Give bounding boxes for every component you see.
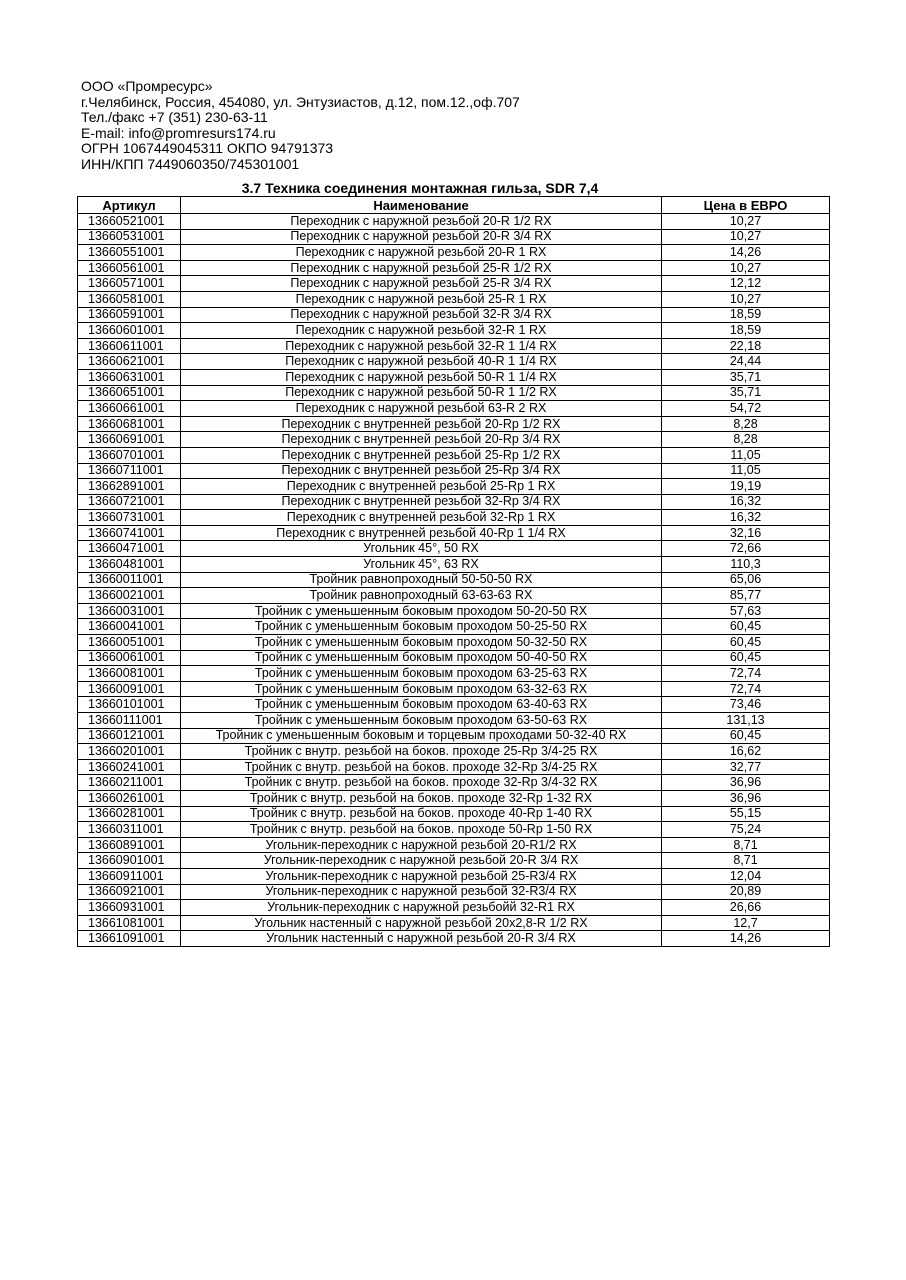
cell-article: 13660021001: [78, 588, 181, 604]
cell-price: 14,26: [662, 931, 830, 947]
table-row: [78, 697, 830, 713]
table-row: [78, 432, 830, 448]
cell-article: 13660731001: [78, 510, 181, 526]
cell-price: 110,3: [662, 557, 830, 573]
cell-name: Переходник с внутренней резьбой 40-Rp 1 1/4 RX: [181, 525, 662, 541]
cell-name: Переходник с наружной резьбой 25-R 1/2 RX: [181, 260, 662, 276]
cell-price: 35,71: [662, 385, 830, 401]
table-header-row: [78, 197, 830, 214]
cell-price: 60,45: [662, 635, 830, 651]
cell-name: Переходник с наружной резьбой 40-R 1 1/4 RX: [181, 354, 662, 370]
cell-article: 13660561001: [78, 260, 181, 276]
cell-price: 72,74: [662, 666, 830, 682]
cell-name: Тройник с уменьшенным боковым проходом 50-32-50 RX: [181, 635, 662, 651]
cell-article: 13660551001: [78, 245, 181, 261]
cell-article: 13660311001: [78, 822, 181, 838]
cell-price: 26,66: [662, 900, 830, 916]
cell-name: Угольник настенный с наружной резьбой 20х2,8-R 1/2 RX: [181, 915, 662, 931]
cell-article: 13660051001: [78, 635, 181, 651]
table-row: [78, 728, 830, 744]
cell-article: 13660911001: [78, 868, 181, 884]
company-ogrn: ОГРН 1067449045311 ОКПО 94791373: [81, 140, 334, 157]
table-row: [78, 276, 830, 292]
table-row: [78, 666, 830, 682]
cell-price: 65,06: [662, 572, 830, 588]
cell-price: 12,7: [662, 915, 830, 931]
cell-name: Угольник-переходник с наружной резьбой 32-R3/4 RX: [181, 884, 662, 900]
cell-price: 8,28: [662, 432, 830, 448]
cell-name: Тройник с уменьшенным боковым проходом 50-20-50 RX: [181, 603, 662, 619]
cell-article: 13660651001: [78, 385, 181, 401]
cell-name: Тройник с внутр. резьбой на боков. проходе 50-Rp 1-50 RX: [181, 822, 662, 838]
cell-article: 13660531001: [78, 229, 181, 245]
cell-price: 32,77: [662, 759, 830, 775]
cell-name: Угольник 45°, 63 RX: [181, 557, 662, 573]
cell-price: 57,63: [662, 603, 830, 619]
table-row: [78, 790, 830, 806]
cell-price: 60,45: [662, 650, 830, 666]
cell-price: 36,96: [662, 775, 830, 791]
cell-price: 12,04: [662, 868, 830, 884]
cell-price: 19,19: [662, 479, 830, 495]
table-row: [78, 245, 830, 261]
cell-price: 85,77: [662, 588, 830, 604]
table-row: [78, 510, 830, 526]
table-body: [78, 214, 830, 947]
cell-price: 32,16: [662, 525, 830, 541]
table-row: [78, 479, 830, 495]
cell-price: 12,12: [662, 276, 830, 292]
cell-name: Переходник с внутренней резьбой 20-Rp 3/4 RX: [181, 432, 662, 448]
table-row: [78, 260, 830, 276]
table-row: [78, 650, 830, 666]
table-row: [78, 354, 830, 370]
cell-name: Тройник равнопроходный 63-63-63 RX: [181, 588, 662, 604]
table-row: [78, 214, 830, 230]
cell-article: 13660201001: [78, 744, 181, 760]
cell-name: Тройник с уменьшенным боковым проходом 63-40-63 RX: [181, 697, 662, 713]
cell-price: 11,05: [662, 463, 830, 479]
cell-price: 72,66: [662, 541, 830, 557]
cell-article: 13661091001: [78, 931, 181, 947]
cell-price: 8,71: [662, 837, 830, 853]
cell-article: 13660661001: [78, 401, 181, 417]
table-row: [78, 385, 830, 401]
cell-article: 13660041001: [78, 619, 181, 635]
table-row: [78, 463, 830, 479]
table-row: [78, 713, 830, 729]
cell-article: 13660471001: [78, 541, 181, 557]
table-row: [78, 369, 830, 385]
table-title: 3.7 Техника соединения монтажная гильза, SDR 7,4: [241, 180, 599, 196]
cell-article: 13660011001: [78, 572, 181, 588]
cell-price: 16,32: [662, 494, 830, 510]
cell-name: Переходник с внутренней резьбой 32-Rp 1 RX: [181, 510, 662, 526]
cell-article: 13660901001: [78, 853, 181, 869]
table-row: [78, 900, 830, 916]
cell-article: 13660261001: [78, 790, 181, 806]
table-row: [78, 291, 830, 307]
cell-name: Переходник с наружной резьбой 20-R 3/4 RX: [181, 229, 662, 245]
table-row: [78, 447, 830, 463]
cell-name: Переходник с наружной резьбой 50-R 1 1/2 RX: [181, 385, 662, 401]
cell-price: 10,27: [662, 291, 830, 307]
cell-article: 13660931001: [78, 900, 181, 916]
cell-article: 13660241001: [78, 759, 181, 775]
cell-name: Тройник с внутр. резьбой на боков. проходе 32-Rp 1-32 RX: [181, 790, 662, 806]
cell-price: 73,46: [662, 697, 830, 713]
cell-article: 13660081001: [78, 666, 181, 682]
cell-name: Тройник равнопроходный 50-50-50 RX: [181, 572, 662, 588]
cell-name: Переходник с наружной резьбой 50-R 1 1/4 RX: [181, 369, 662, 385]
cell-price: 24,44: [662, 354, 830, 370]
cell-article: 13660681001: [78, 416, 181, 432]
cell-name: Угольник-переходник с наружной резьбойй 32-R1 RX: [181, 900, 662, 916]
cell-name: Тройник с внутр. резьбой на боков. проходе 25-Rp 3/4-25 RX: [181, 744, 662, 760]
table-row: [78, 416, 830, 432]
column-header-name: Наименование: [181, 197, 662, 214]
cell-name: Переходник с внутренней резьбой 20-Rp 1/2 RX: [181, 416, 662, 432]
cell-price: 8,28: [662, 416, 830, 432]
table-row: [78, 557, 830, 573]
company-email: E-mail: info@promresurs174.ru: [81, 124, 276, 141]
cell-article: 13660031001: [78, 603, 181, 619]
table-row: [78, 681, 830, 697]
table-row: [78, 541, 830, 557]
table-row: [78, 572, 830, 588]
cell-price: 72,74: [662, 681, 830, 697]
cell-name: Переходник с внутренней резьбой 25-Rp 1/2 RX: [181, 447, 662, 463]
table-row: [78, 323, 830, 339]
cell-article: 13660631001: [78, 369, 181, 385]
cell-article: 13660581001: [78, 291, 181, 307]
cell-article: 13660741001: [78, 525, 181, 541]
table-row: [78, 915, 830, 931]
company-address: г.Челябинск, Россия, 454080, ул. Энтузиастов, д.12, пом.12.,оф.707: [81, 93, 520, 110]
cell-name: Тройник с внутр. резьбой на боков. проходе 40-Rp 1-40 RX: [181, 806, 662, 822]
cell-price: 16,32: [662, 510, 830, 526]
company-header: [81, 79, 520, 173]
cell-article: 13660571001: [78, 276, 181, 292]
cell-article: 13660591001: [78, 307, 181, 323]
cell-name: Тройник с уменьшенным боковым и торцевым проходами 50-32-40 RX: [181, 728, 662, 744]
cell-name: Переходник с наружной резьбой 32-R 1 1/4 RX: [181, 338, 662, 354]
cell-article: 13660711001: [78, 463, 181, 479]
cell-price: 54,72: [662, 401, 830, 417]
cell-price: 16,62: [662, 744, 830, 760]
cell-article: 13660281001: [78, 806, 181, 822]
cell-article: 13660061001: [78, 650, 181, 666]
cell-price: 10,27: [662, 229, 830, 245]
cell-name: Переходник с наружной резьбой 20-R 1/2 RX: [181, 214, 662, 230]
table-row: [78, 759, 830, 775]
cell-price: 60,45: [662, 728, 830, 744]
table-row: [78, 229, 830, 245]
cell-name: Угольник-переходник с наружной резьбой 25-R3/4 RX: [181, 868, 662, 884]
cell-name: Угольник-переходник с наружной резьбой 20-R 3/4 RX: [181, 853, 662, 869]
cell-price: 10,27: [662, 214, 830, 230]
cell-name: Тройник с уменьшенным боковым проходом 63-32-63 RX: [181, 681, 662, 697]
cell-price: 35,71: [662, 369, 830, 385]
cell-article: 13661081001: [78, 915, 181, 931]
table-row: [78, 931, 830, 947]
cell-price: 14,26: [662, 245, 830, 261]
company-name: ООО «Промресурс»: [81, 78, 213, 94]
cell-name: Угольник-переходник с наружной резьбой 20-R1/2 RX: [181, 837, 662, 853]
cell-price: 55,15: [662, 806, 830, 822]
cell-name: Переходник с внутренней резьбой 32-Rp 3/4 RX: [181, 494, 662, 510]
table-row: [78, 494, 830, 510]
table-row: [78, 837, 830, 853]
table-row: [78, 401, 830, 417]
table-row: [78, 338, 830, 354]
cell-article: 13660691001: [78, 432, 181, 448]
cell-name: Тройник с уменьшенным боковым проходом 63-25-63 RX: [181, 666, 662, 682]
table-row: [78, 588, 830, 604]
cell-article: 13660211001: [78, 775, 181, 791]
table-row: [78, 603, 830, 619]
table-row: [78, 884, 830, 900]
price-table: [77, 196, 830, 947]
cell-article: 13660601001: [78, 323, 181, 339]
cell-article: 13660611001: [78, 338, 181, 354]
table-row: [78, 775, 830, 791]
cell-name: Переходник с наружной резьбой 25-R 3/4 RX: [181, 276, 662, 292]
cell-price: 18,59: [662, 323, 830, 339]
cell-article: 13660101001: [78, 697, 181, 713]
cell-name: Тройник с внутр. резьбой на боков. проходе 32-Rp 3/4-25 RX: [181, 759, 662, 775]
cell-article: 13660111001: [78, 713, 181, 729]
cell-article: 13660621001: [78, 354, 181, 370]
cell-price: 22,18: [662, 338, 830, 354]
cell-name: Угольник настенный с наружной резьбой 20-R 3/4 RX: [181, 931, 662, 947]
cell-price: 11,05: [662, 447, 830, 463]
cell-name: Переходник с наружной резьбой 32-R 3/4 RX: [181, 307, 662, 323]
company-phone: Тел./факс +7 (351) 230-63-11: [81, 109, 268, 126]
cell-article: 13662891001: [78, 479, 181, 495]
table-row: [78, 868, 830, 884]
column-header-article: Артикул: [78, 197, 181, 214]
table-row: [78, 853, 830, 869]
cell-name: Переходник с внутренней резьбой 25-Rp 3/4 RX: [181, 463, 662, 479]
table-row: [78, 525, 830, 541]
table-row: [78, 806, 830, 822]
company-inn: ИНН/КПП 7449060350/745301001: [81, 155, 300, 172]
cell-price: 8,71: [662, 853, 830, 869]
cell-name: Переходник с наружной резьбой 63-R 2 RX: [181, 401, 662, 417]
cell-name: Тройник с уменьшенным боковым проходом 50-25-50 RX: [181, 619, 662, 635]
cell-name: Переходник с наружной резьбой 32-R 1 RX: [181, 323, 662, 339]
table-row: [78, 744, 830, 760]
cell-article: 13660521001: [78, 214, 181, 230]
cell-price: 131,13: [662, 713, 830, 729]
cell-article: 13660121001: [78, 728, 181, 744]
cell-article: 13660701001: [78, 447, 181, 463]
cell-price: 10,27: [662, 260, 830, 276]
cell-article: 13660921001: [78, 884, 181, 900]
cell-article: 13660481001: [78, 557, 181, 573]
cell-name: Переходник с наружной резьбой 20-R 1 RX: [181, 245, 662, 261]
table-row: [78, 619, 830, 635]
cell-name: Переходник с наружной резьбой 25-R 1 RX: [181, 291, 662, 307]
table-row: [78, 635, 830, 651]
cell-article: 13660721001: [78, 494, 181, 510]
cell-name: Тройник с уменьшенным боковым проходом 50-40-50 RX: [181, 650, 662, 666]
cell-price: 36,96: [662, 790, 830, 806]
cell-price: 18,59: [662, 307, 830, 323]
table-row: [78, 822, 830, 838]
cell-name: Тройник с уменьшенным боковым проходом 63-50-63 RX: [181, 713, 662, 729]
cell-article: 13660091001: [78, 681, 181, 697]
cell-name: Угольник 45°, 50 RX: [181, 541, 662, 557]
cell-name: Переходник с внутренней резьбой 25-Rp 1 RX: [181, 479, 662, 495]
column-header-price: Цена в ЕВРО: [662, 197, 830, 214]
cell-name: Тройник с внутр. резьбой на боков. проходе 32-Rp 3/4-32 RX: [181, 775, 662, 791]
cell-price: 60,45: [662, 619, 830, 635]
table-row: [78, 307, 830, 323]
cell-article: 13660891001: [78, 837, 181, 853]
cell-price: 20,89: [662, 884, 830, 900]
cell-price: 75,24: [662, 822, 830, 838]
